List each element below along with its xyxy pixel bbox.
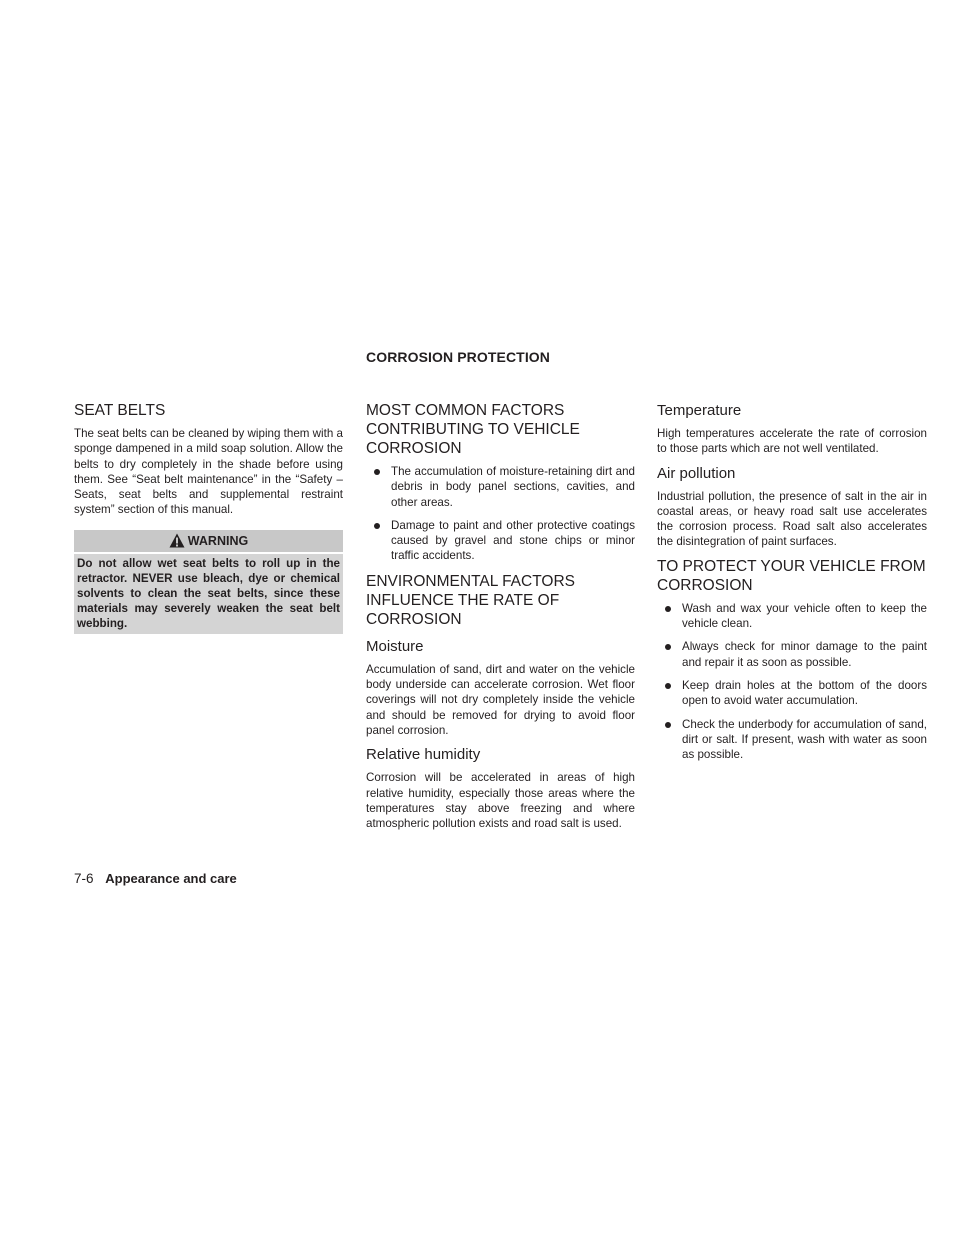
bullet-dot-icon (665, 606, 671, 612)
list-item (657, 639, 927, 670)
moisture-body: Accumulation of sand, dirt and water on the vehicle body underside can accelerate corrosion. Wet floor coverings will not dry completely inside the vehicle and should be removed for drying to avoid floor panel corrosion. (366, 662, 635, 737)
protect-heading: TO PROTECT YOUR VEHICLE FROM CORROSION (657, 557, 926, 594)
column-factors (366, 401, 635, 831)
list-item-text: Keep drain holes at the bottom of the doors open to avoid water accumulation. (682, 678, 927, 708)
list-item-text: Always check for minor damage to the paint and repair it as soon as possible. (682, 640, 927, 669)
column-protect (657, 401, 927, 770)
list-item (366, 464, 635, 510)
warning-header (74, 530, 343, 552)
page-number: 7-6 (74, 871, 94, 886)
bullet-dot-icon (374, 523, 380, 529)
list-item (657, 717, 927, 763)
common-factors-heading: MOST COMMON FACTORS CONTRIBUTING TO VEHICLE CORROSION (366, 402, 580, 457)
environmental-heading: ENVIRONMENTAL FACTORS INFLUENCE THE RATE OF CORROSION (366, 572, 575, 628)
list-item (657, 678, 927, 709)
bullet-dot-icon (665, 683, 671, 689)
bullet-dot-icon (665, 722, 671, 728)
warning-text: Do not allow wet seat belts to roll up in the retractor. NEVER use bleach, dye or chemical solvents to clean the seat belts, since these materials may severely weaken the seat belt webbing. (74, 554, 343, 634)
common-factors-list (366, 464, 635, 564)
seat-belts-body: The seat belts can be cleaned by wiping them with a sponge dampened in a mild soap solution. Allow the belts to dry completely in the shade before using them. See “Seat belt maintenance” in the “Safety – Seats, seat belts and supplemental restraint system” section of this manual. (74, 427, 343, 517)
humidity-heading: Relative humidity (366, 746, 481, 764)
list-item (657, 601, 927, 632)
bullet-dot-icon (665, 644, 671, 650)
protect-list (657, 601, 927, 763)
bullet-dot-icon (374, 469, 380, 475)
warning-box (74, 530, 343, 634)
pollution-body: Industrial pollution, the presence of salt in the air in coastal areas, or heavy road salt use accelerates the corrosion process. Road salt also accelerates the disintegration of paint surfaces. (657, 489, 927, 549)
temperature-body: High temperatures accelerate the rate of corrosion to those parts which are not well ventilated. (657, 427, 927, 456)
list-item-text: Check the underbody for accumulation of sand, dirt or salt. If present, wash with water as soon as possible. (682, 717, 927, 762)
moisture-heading: Moisture (366, 637, 424, 655)
section-title: CORROSION PROTECTION (366, 349, 551, 365)
seat-belts-heading: SEAT BELTS (74, 402, 166, 419)
page-footer (74, 871, 237, 886)
chapter-title: Appearance and care (105, 871, 237, 886)
warning-label: WARNING (187, 533, 249, 548)
column-seat-belts (74, 401, 343, 634)
humidity-body: Corrosion will be accelerated in areas of high relative humidity, especially those areas where the temperatures stay above freezing and where atmospheric pollution exists and road salt is used. (366, 771, 635, 831)
warning-triangle-icon (169, 533, 185, 548)
pollution-heading: Air pollution (657, 464, 736, 482)
list-item (366, 518, 635, 564)
list-item-text: The accumulation of moisture-retaining dirt and debris in body panel sections, cavities, and other areas. (391, 465, 635, 509)
list-item-text: Damage to paint and other protective coatings caused by gravel and stone chips or minor traffic accidents. (391, 518, 635, 563)
list-item-text: Wash and wax your vehicle often to keep the vehicle clean. (682, 601, 927, 631)
temperature-heading: Temperature (657, 402, 742, 419)
